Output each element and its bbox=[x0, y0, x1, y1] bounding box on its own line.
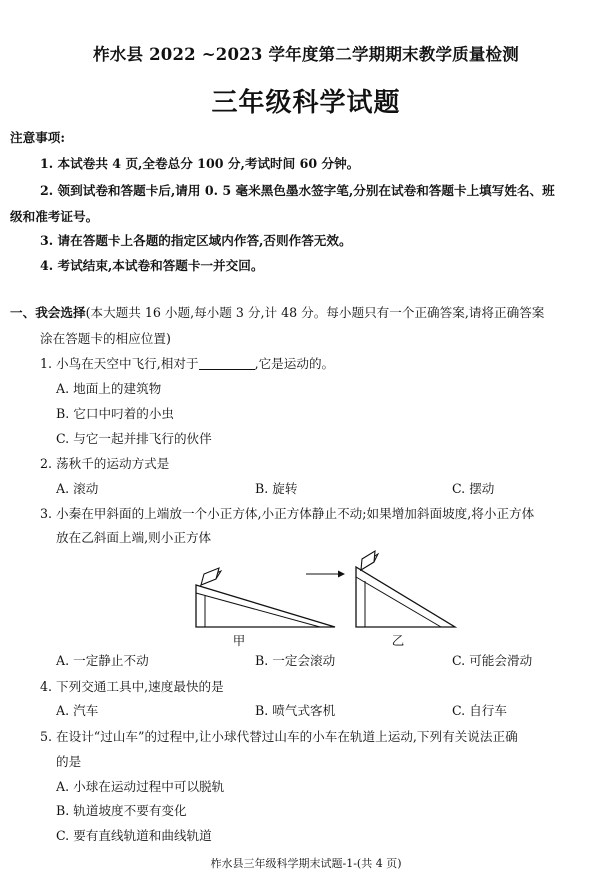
question-2-option-a: A. 滚动 bbox=[56, 481, 99, 496]
question-5-stem-cont: 的是 bbox=[56, 754, 82, 769]
question-4-stem: 4. 下列交通工具中,速度最快的是 bbox=[40, 679, 224, 694]
question-5-option-c: C. 要有直线轨道和曲线轨道 bbox=[56, 828, 212, 843]
question-1-text-end: ,它是运动的。 bbox=[254, 356, 335, 371]
question-2-option-c: C. 摆动 bbox=[452, 481, 495, 496]
exam-title: 柞水县 2022 ~2023 学年度第二学期期末教学质量检测 bbox=[93, 45, 519, 64]
question-1-text: 1. 小鸟在天空中飞行,相对于 bbox=[40, 356, 199, 371]
question-2-option-b: B. 旋转 bbox=[255, 481, 298, 496]
slope-figure bbox=[0, 548, 612, 648]
slope-jia bbox=[196, 585, 335, 627]
question-4-option-b: B. 喷气式客机 bbox=[255, 703, 336, 718]
arrow-icon bbox=[306, 571, 345, 578]
section-instruction: (本大题共 16 小题,每小题 3 分,计 48 分。每小题只有一个正确答案,请将正确答案 bbox=[85, 305, 545, 320]
note-item-4: 4. 考试结束,本试卷和答题卡一并交回。 bbox=[40, 258, 264, 273]
question-5-option-b: B. 轨道坡度不要有变化 bbox=[56, 803, 187, 818]
figure-label-jia: 甲 bbox=[232, 633, 246, 648]
page-footer: 柞水县三年级科学期末试题-1-(共 4 页) bbox=[210, 857, 402, 870]
section-heading bbox=[10, 305, 544, 321]
question-3-stem-cont: 放在乙斜面上端,则小正方体 bbox=[56, 530, 212, 545]
note-item-2-cont: 级和准考证号。 bbox=[10, 209, 99, 224]
cube-jia bbox=[201, 568, 221, 585]
question-3-option-a: A. 一定静止不动 bbox=[56, 653, 149, 668]
question-1-option-a: A. 地面上的建筑物 bbox=[56, 381, 162, 396]
question-4-option-c: C. 自行车 bbox=[452, 703, 507, 718]
question-3-stem: 3. 小秦在甲斜面的上端放一个小正方体,小正方体静止不动;如果增加斜面坡度,将小正方体 bbox=[40, 506, 535, 521]
question-4-option-a: A. 汽车 bbox=[56, 703, 99, 718]
question-1-option-c: C. 与它一起并排飞行的伙伴 bbox=[56, 431, 212, 446]
question-1-stem bbox=[40, 356, 334, 372]
slope-yi bbox=[356, 567, 455, 627]
section-title: 一、我会选择 bbox=[10, 305, 86, 320]
cube-yi bbox=[361, 551, 378, 570]
note-item-2: 2. 领到试卷和答题卡后,请用 0. 5 毫米黑色墨水签字笔,分别在试卷和答题卡上填写姓名、班 bbox=[40, 183, 555, 198]
question-5-option-a: A. 小球在运动过程中可以脱轨 bbox=[56, 779, 225, 794]
answer-blank bbox=[199, 357, 255, 370]
question-3-option-c: C. 可能会滑动 bbox=[452, 653, 533, 668]
note-item-1: 1. 本试卷共 4 页,全卷总分 100 分,考试时间 60 分钟。 bbox=[40, 156, 360, 171]
question-3-option-b: B. 一定会滚动 bbox=[255, 653, 336, 668]
notes-heading: 注意事项: bbox=[10, 130, 66, 145]
question-5-stem: 5. 在设计“过山车”的过程中,让小球代替过山车的小车在轨道上运动,下列有关说法正确 bbox=[40, 729, 518, 744]
section-instruction-cont: 涂在答题卡的相应位置) bbox=[40, 331, 171, 346]
figure-label-yi: 乙 bbox=[391, 633, 405, 648]
question-2-stem: 2. 荡秋千的运动方式是 bbox=[40, 456, 170, 471]
question-1-option-b: B. 它口中叼着的小虫 bbox=[56, 406, 175, 421]
subject-title: 三年级科学试题 bbox=[211, 88, 401, 118]
note-item-3: 3. 请在答题卡上各题的指定区域内作答,否则作答无效。 bbox=[40, 233, 352, 248]
